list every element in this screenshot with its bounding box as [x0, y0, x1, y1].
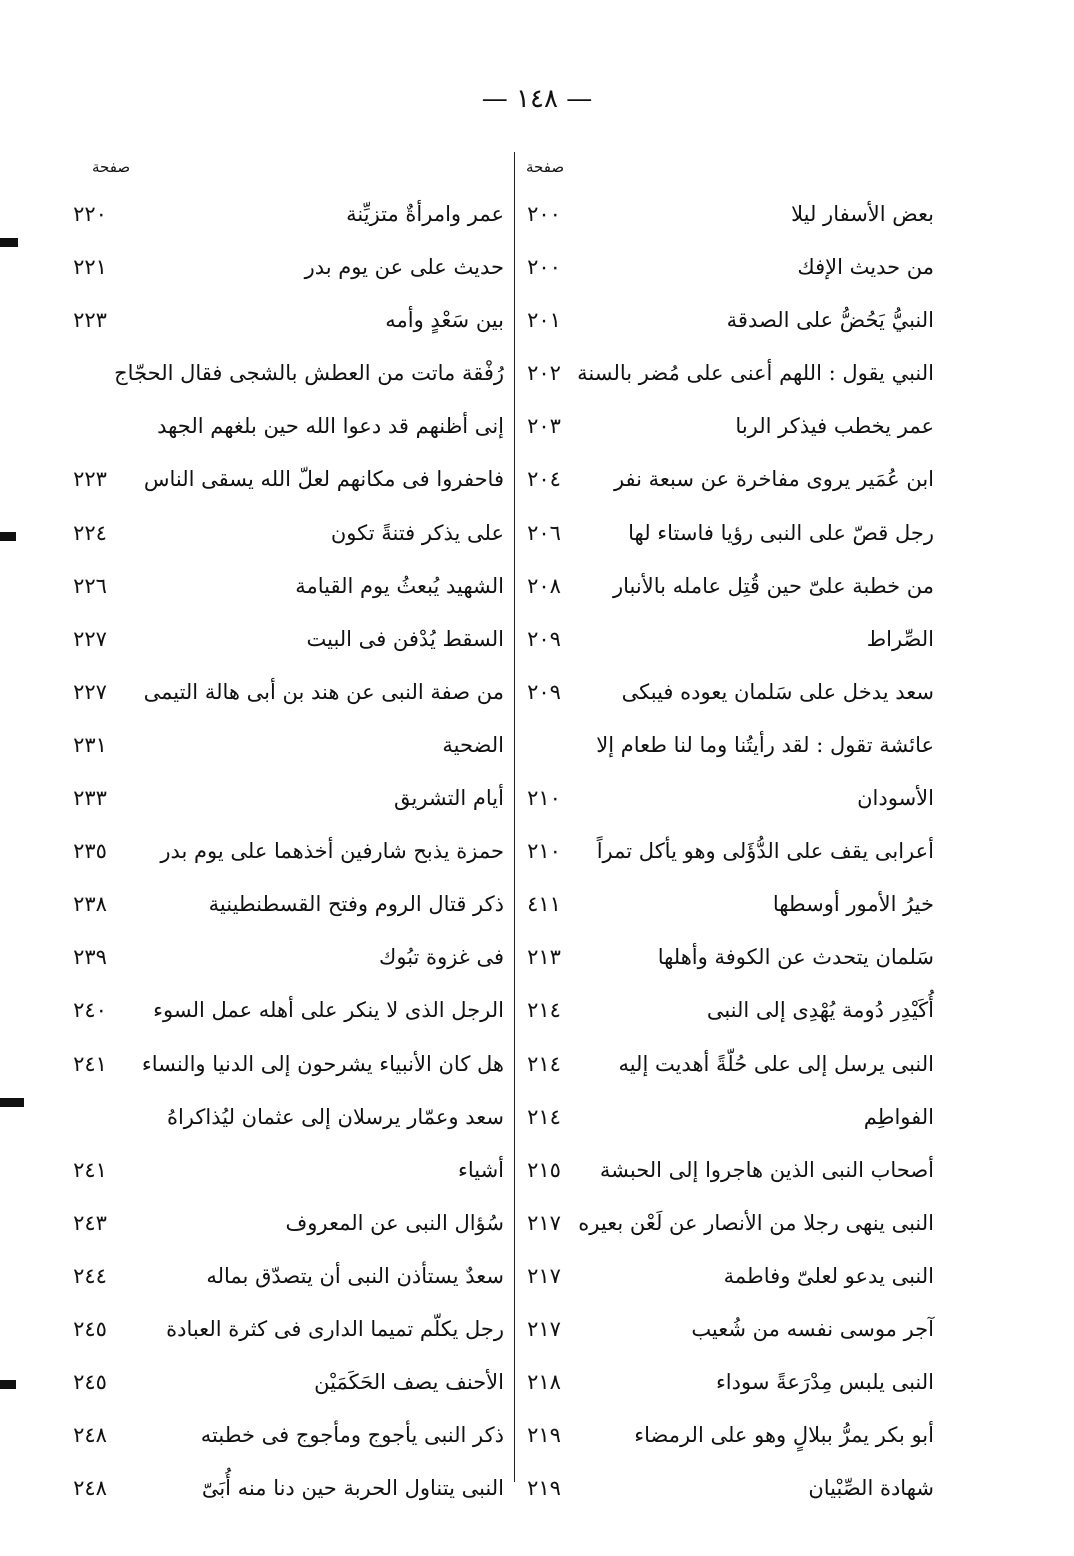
entry-page: ٢١٥	[527, 1157, 561, 1182]
index-entry	[514, 400, 934, 453]
entry-page: ٢٤١	[73, 1051, 107, 1076]
entry-page: ٤١١	[527, 892, 561, 917]
entry-page: ٢٤٣	[73, 1210, 107, 1235]
entry-title: أشياء	[457, 1157, 504, 1182]
entry-title: ذكر قتال الروم وفتح القسطنطينية	[208, 892, 504, 917]
index-entry	[60, 507, 504, 560]
entry-title: رجل قصّ على النبى رؤيا فاستاء لها	[628, 520, 934, 545]
index-entry	[60, 560, 504, 613]
entry-title: خيرُ الأمور أوسطها	[772, 892, 934, 917]
index-entry	[514, 294, 934, 347]
index-entry	[514, 188, 934, 241]
entry-page: ٢٠٤	[527, 467, 561, 492]
entry-page: ٢١٠	[527, 839, 561, 864]
entry-title: النبى يرسل إلى على حُلّةً أهديت إليه	[618, 1051, 934, 1076]
entry-title: فاحفروا فى مكانهم لعلّ الله يسقى الناس	[143, 467, 504, 492]
index-entry	[514, 1197, 934, 1250]
entry-title: حمزة يذبح شارفين أخذهما على يوم بدر	[160, 839, 504, 864]
index-entry	[60, 666, 504, 719]
entry-page: ٢١٤	[527, 1104, 561, 1129]
index-entry	[514, 1462, 934, 1515]
entry-page: ٢١٠	[527, 786, 561, 811]
index-entry	[514, 560, 934, 613]
entry-title: الأسودان	[857, 786, 934, 811]
entry-page: ٢٠٠	[527, 202, 561, 226]
entry-title: الشهيد يُبعثُ يوم القيامة	[295, 573, 504, 598]
index-entry	[60, 188, 504, 241]
entry-title: أصحاب النبى الذين هاجروا إلى الحبشة	[599, 1157, 934, 1182]
margin-mark-3	[0, 1098, 24, 1107]
entry-page: ٢١٧	[527, 1210, 561, 1235]
entry-page: ٢٠٠	[527, 255, 561, 280]
index-entry	[60, 1197, 504, 1250]
entry-page: ٢١٨	[527, 1370, 561, 1395]
index-entry	[60, 772, 504, 825]
entry-page: ٢٢٤	[73, 520, 107, 545]
index-entry	[514, 984, 934, 1037]
index-entry	[514, 1303, 934, 1356]
entry-title: آجر موسى نفسه من شُعيب	[691, 1316, 934, 1341]
entry-page: ٢١٩	[527, 1423, 561, 1448]
entry-page: ٢٢٣	[73, 467, 107, 492]
entry-title: من خطبة علىّ حين قُتِل عامله بالأنبار	[613, 573, 934, 598]
entry-title: النبى يتناول الحربة حين دنا منه أُبَىّ	[201, 1476, 504, 1501]
index-entry	[60, 931, 504, 984]
entry-title: رجل يكلّم تميما الدارى فى كثرة العبادة	[166, 1316, 504, 1341]
entry-page: ٢٢٠	[73, 202, 107, 226]
entry-page: ٢٢٧	[73, 679, 107, 704]
entry-title: الضحية	[442, 732, 504, 757]
index-entry	[514, 241, 934, 294]
entry-page: ٢٠٢	[527, 361, 561, 386]
index-entry	[514, 453, 934, 506]
entry-title: سَلمان يتحدث عن الكوفة وأهلها	[657, 945, 934, 970]
entry-page: ٢٣٥	[73, 839, 107, 864]
entry-title: أُكَيْدِر دُومة يُهْدِى إلى النبى	[706, 998, 934, 1023]
entry-title: من حديث الإفك	[797, 255, 934, 280]
entry-page: ٢١٧	[527, 1316, 561, 1341]
entry-page: ٢٤٠	[73, 998, 107, 1023]
index-entry	[514, 1038, 934, 1091]
entry-page: ٢٣٣	[73, 786, 107, 811]
index-entry	[60, 453, 504, 506]
entry-page: ٢٤١	[73, 1157, 107, 1182]
entry-title: إنى أظنهم قد دعوا الله حين بلغهم الجهد	[157, 414, 504, 439]
entry-title: النبيُّ يَحُضُّ على الصدقة	[726, 308, 934, 333]
entry-title: عمر وامرأةٌ متزيِّنة	[346, 202, 504, 226]
entry-page: ٢٢٦	[73, 573, 107, 598]
index-entry	[60, 984, 504, 1037]
page-number: — ١٤٨ —	[481, 84, 593, 114]
entry-title: فى غزوة تبُوك	[379, 945, 504, 970]
index-entry	[60, 1303, 504, 1356]
index-column-left	[60, 188, 504, 1515]
entry-page: ٢١٤	[527, 998, 561, 1023]
index-entry	[514, 1144, 934, 1197]
entry-title: بين سَعْدٍ وأمه	[385, 308, 504, 333]
index-entry	[514, 613, 934, 666]
entry-page: ٢١٣	[527, 945, 561, 970]
index-entry	[514, 719, 934, 772]
index-entry	[514, 772, 934, 825]
entry-title: حديث على عن يوم بدر	[304, 255, 504, 280]
entry-page: ٢٢٧	[73, 626, 107, 651]
entry-title: ابن عُمَير يروى مفاخرة عن سبعة نفر	[613, 467, 934, 492]
entry-page: ٢٠٣	[527, 414, 561, 439]
entry-title: أعرابى يقف على الدُّؤَلى وهو يأكل تمراً	[596, 839, 934, 864]
index-entry	[514, 1250, 934, 1303]
margin-mark-4	[0, 1380, 16, 1389]
index-entry	[60, 400, 504, 453]
entry-title: ذكر النبى يأجوج ومأجوج فى خطبته	[200, 1423, 504, 1448]
index-entry	[60, 1462, 504, 1515]
entry-page: ٢٢٣	[73, 308, 107, 333]
entry-page: ٢٤٥	[73, 1370, 107, 1395]
entry-page: ٢١٧	[527, 1263, 561, 1288]
entry-title: سُؤال النبى عن المعروف	[285, 1210, 504, 1235]
index-entry	[60, 1250, 504, 1303]
entry-title: الرجل الذى لا ينكر على أهله عمل السوء	[153, 998, 504, 1023]
index-entry	[514, 931, 934, 984]
column-header-left: صفحة	[92, 158, 131, 176]
entry-page: ٢٤٥	[73, 1316, 107, 1341]
index-entry	[60, 719, 504, 772]
entry-title: عائشة تقول : لقد رأيتُنا وما لنا طعام إلا	[596, 732, 934, 757]
entry-page: ٢٢١	[73, 255, 107, 280]
index-entry	[514, 347, 934, 400]
entry-page: ٢٣٩	[73, 945, 107, 970]
index-entry	[60, 1091, 504, 1144]
entry-title: عمر يخطب فيذكر الربا	[735, 414, 934, 439]
index-entry	[60, 241, 504, 294]
entry-page: ٢٣٨	[73, 892, 107, 917]
entry-title: الأحنف يصف الحَكَمَيْن	[314, 1370, 504, 1395]
entry-page: ٢٤٨	[73, 1423, 107, 1448]
entry-page: ٢١٤	[527, 1051, 561, 1076]
entry-title: السقط يُدْفن فى البيت	[306, 626, 504, 651]
index-entry	[514, 1409, 934, 1462]
index-entry	[60, 1409, 504, 1462]
entry-page: ٢٠٨	[527, 573, 561, 598]
index-entry	[514, 666, 934, 719]
entry-title: رُفْقة ماتت من العطش بالشجى فقال الحجّاج	[114, 361, 504, 386]
entry-title: النبي يقول : اللهم أعنى على مُضر بالسنة	[577, 361, 934, 386]
index-column-right	[514, 188, 934, 1515]
entry-title: من صفة النبى عن هند بن أبى هالة التيمى	[143, 679, 504, 704]
entry-title: الصِّراط	[866, 626, 934, 651]
index-entry	[60, 825, 504, 878]
entry-title: النبى ينهى رجلا من الأنصار عن لَعْن بعيره	[578, 1210, 934, 1235]
column-header-right: صفحة	[526, 158, 565, 176]
entry-page: ٢١٩	[527, 1476, 561, 1501]
entry-title: على يذكر فتنةً تكون	[330, 520, 504, 545]
entry-title: بعض الأسفار ليلا	[791, 202, 934, 226]
index-entry	[60, 1038, 504, 1091]
index-entry	[514, 825, 934, 878]
entry-title: الفواطِم	[863, 1104, 934, 1129]
index-entry	[60, 878, 504, 931]
index-entry	[514, 507, 934, 560]
entry-page: ٢٠٩	[527, 679, 561, 704]
entry-page: ٢٠١	[527, 308, 561, 333]
index-entry	[60, 1356, 504, 1409]
index-entry	[60, 294, 504, 347]
index-entry	[514, 878, 934, 931]
entry-title: النبى يلبس مِدْرَعةً سوداء	[715, 1370, 934, 1395]
index-entry	[60, 1144, 504, 1197]
entry-title: شهادة الصِّبْيان	[808, 1476, 934, 1501]
entry-page: ٢٠٦	[527, 520, 561, 545]
entry-title: أبو بكر يمرُّ ببلالٍ وهو على الرمضاء	[634, 1423, 934, 1448]
entry-page: ٢٣١	[73, 732, 107, 757]
index-entry	[514, 1356, 934, 1409]
entry-page: ٢٤٨	[73, 1476, 107, 1501]
margin-mark-2	[0, 532, 16, 541]
margin-mark-1	[0, 238, 18, 247]
entry-page: ٢٠٩	[527, 626, 561, 651]
entry-title: سعد وعمّار يرسلان إلى عثمان ليُذاكراهُ	[166, 1104, 504, 1129]
index-entry	[60, 347, 504, 400]
entry-title: سعد يدخل على سَلمان يعوده فيبكى	[621, 679, 934, 704]
entry-page: ٢٤٤	[73, 1263, 107, 1288]
entry-title: النبى يدعو لعلىّ وفاطمة	[723, 1263, 934, 1288]
entry-title: أيام التشريق	[393, 786, 504, 811]
index-entry	[514, 1091, 934, 1144]
entry-title: هل كان الأنبياء يشرحون إلى الدنيا والنساء	[141, 1051, 504, 1076]
index-entry	[60, 613, 504, 666]
entry-title: سعدٌ يستأذن النبى أن يتصدّق بماله	[206, 1263, 504, 1288]
